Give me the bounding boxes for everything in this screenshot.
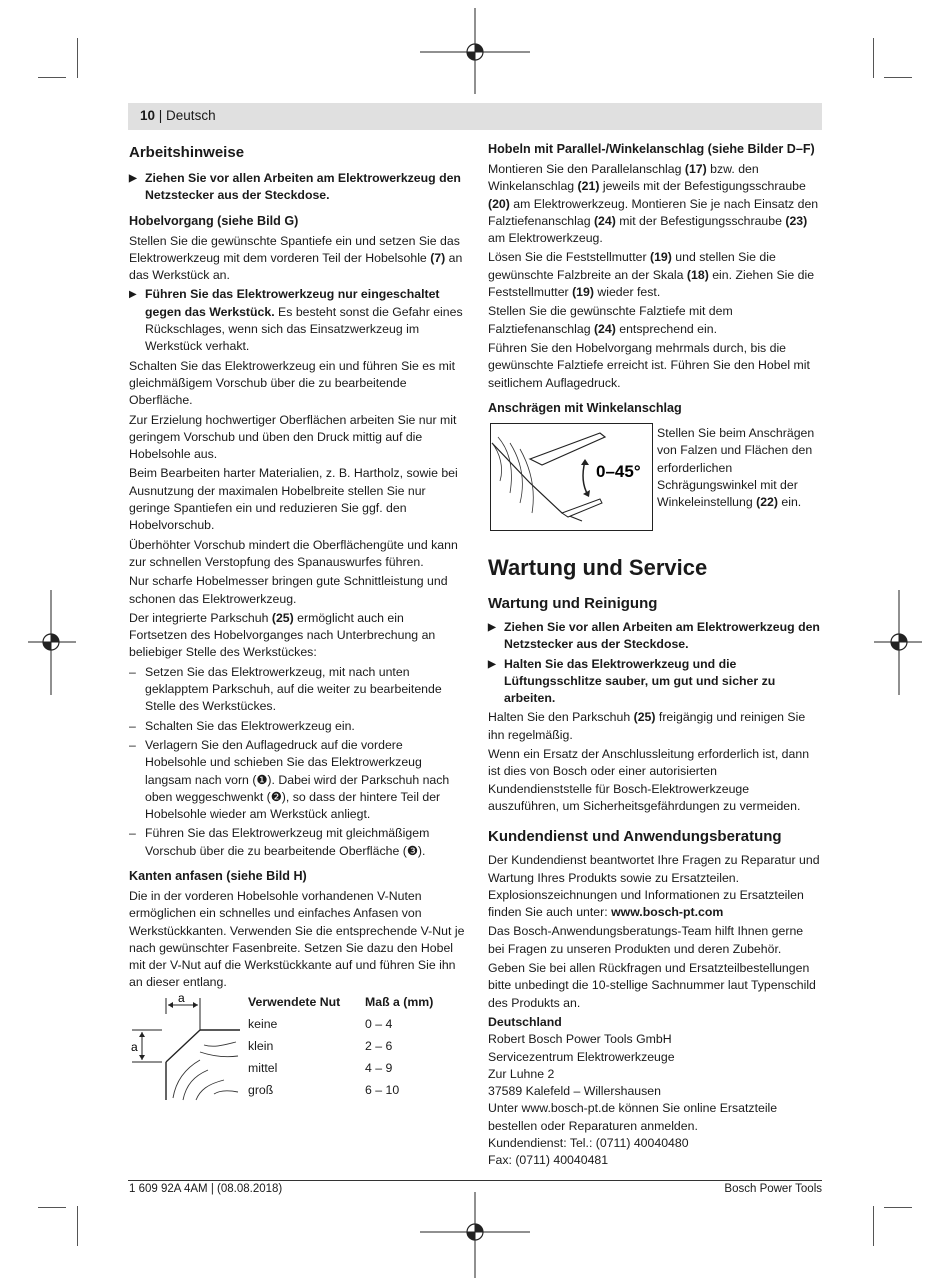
ref-number: (18) <box>686 267 709 282</box>
ref-number: (21) <box>577 179 600 194</box>
list-text: Verlagern Sie den Auflagedruck auf die vordere Hobelsohle und schieben Sie das Elektrowerkzeug langsam nach vorn (❶). Dabei wird der Parkschuh nach oben weggeschwenkt (❷), so dass der hintere Teil der Hobelsohle wieder am Werkstück anliegt. <box>145 737 450 822</box>
triangle-bullet-icon: ▶ <box>129 289 137 301</box>
right-column-bottom <box>488 554 822 1170</box>
list-text: Führen Sie das Elektrowerkzeug mit gleichmäßigem Vorschub über die zu bearbeitende Oberfläche (❸). <box>145 826 430 858</box>
crop-mark <box>38 1207 66 1208</box>
address-line: 37589 Kalefeld – Willershausen <box>488 1084 661 1099</box>
ref-number: (20) <box>488 196 510 211</box>
subsection-title: Kanten anfasen (siehe Bild H) <box>129 868 307 883</box>
section-title: Kundendienst und Anwendungsberatung <box>488 828 782 846</box>
text: Stellen Sie die gewünschte Spantiefe ein und setzen Sie das Elektrowerkzeug mit dem vorderen Teil der Hobelsohle <box>129 233 460 265</box>
warning-item <box>488 656 822 708</box>
table-cell: 0 – 4 <box>365 1017 393 1031</box>
address-line: Servicezentrum Elektrowerkzeuge <box>488 1049 675 1064</box>
registration-mark-right <box>874 590 924 695</box>
warning-item <box>129 170 465 205</box>
list-item: – Setzen Sie das Elektrowerkzeug, mit nach unten geklapptem Parkschuh, auf die weiter zu bearbeitende Stelle des Werkstückes. <box>129 664 442 714</box>
paragraph: Führen Sie den Hobelvorgang mehrmals durch, bis die gewünschte Falztiefe erreicht ist. Führen Sie den Hobel mit seitlichem Auflagedruck. <box>488 340 810 390</box>
section-title: Arbeitshinweise <box>129 144 245 161</box>
table-row <box>248 1017 468 1037</box>
crop-mark <box>873 38 874 78</box>
warning-bold: Führen Sie das Elektrowerkzeug nur eingeschaltet gegen das Werkstück. <box>145 287 440 319</box>
triangle-bullet-icon: ▶ <box>488 622 496 633</box>
chapter-title: Wartung und Service <box>488 555 708 580</box>
text: ein. Ziehen Sie die Feststellmutter <box>488 267 815 300</box>
angle-label: 0–45° <box>596 462 641 481</box>
table-cell: mittel <box>248 1061 278 1075</box>
paragraph: Überhöhter Vorschub mindert die Oberflächengüte und kann zur schnellen Verstopfung des Spanauswurfes führen. <box>129 537 458 569</box>
text: Der Kundendienst beantwortet Ihre Fragen zu Reparatur und Wartung Ihres Produkts sowie zu Ersatzteilen. Explosionszeichnungen und Informationen zu Ersatzteilen finden Sie auch unter: <box>488 853 820 920</box>
text: mit der Befestigungsschraube <box>615 213 786 228</box>
table-cell: keine <box>248 1017 278 1031</box>
ref-number: (7) <box>430 250 446 265</box>
ref-number: (19) <box>650 250 672 265</box>
table-cell: 4 – 9 <box>365 1061 393 1075</box>
text: ermöglicht auch ein Fortsetzen des Hobelvorganges nach Unterbrechung an beliebiger Stelle des Werkstückes: <box>129 610 436 660</box>
fig-label-a-side: a <box>131 1040 138 1054</box>
warning-text: Es besteht sonst die Gefahr eines Rückschlages, wenn sich das Einsatzwerkzeug im Werkstück verhakt. <box>145 304 463 354</box>
footer-doc-id: 1 609 92A 4AM | (08.08.2018) <box>129 1183 283 1195</box>
table-cell: 6 – 10 <box>365 1083 400 1097</box>
address-line: Unter www.bosch-pt.de können Sie online Ersatzteile bestellen oder Reparaturen anmelden. <box>488 1101 778 1133</box>
paragraph <box>129 610 465 662</box>
bevel-text <box>657 425 822 513</box>
text: Stellen Sie beim Anschrägen von Falzen und Flächen den erforderlichen Schrägungswinkel mit der Winkeleinstellung <box>657 426 815 510</box>
paragraph: Geben Sie bei allen Rückfragen und Ersatzteilbestellungen bitte unbedingt die 10-stellige Sachnummer laut Typenschild des Produkts an. <box>488 961 816 1010</box>
subsection-title: Hobelvorgang (siehe Bild G) <box>129 213 299 228</box>
text: wieder fest. <box>593 285 661 300</box>
registration-mark-bottom <box>420 1188 530 1278</box>
text: Der integrierte Parkschuh <box>129 610 269 625</box>
ref-number: (17) <box>684 162 707 176</box>
ref-number: (24) <box>593 321 616 336</box>
footer-divider <box>128 1180 822 1181</box>
list-item: – Führen Sie das Elektrowerkzeug mit gleichmäßigem Vorschub über die zu bearbeitende Oberfläche (❸). <box>129 826 430 858</box>
website-link[interactable]: www.bosch-pt.com <box>611 905 724 920</box>
list-text: Schalten Sie das Elektrowerkzeug ein. <box>145 718 355 733</box>
text: bzw. den Winkelanschlag <box>488 162 759 194</box>
text: am Elektrowerkzeug. Montieren Sie je nach Einsatz den Falztiefenanschlag <box>488 196 819 228</box>
text: Montieren Sie den Parallelanschlag <box>488 162 685 176</box>
table-header-cell: Maß a (mm) <box>365 995 434 1009</box>
bevel-figure <box>490 423 653 531</box>
page-number: 10 <box>140 108 156 123</box>
list-item: – Verlagern Sie den Auflagedruck auf die vordere Hobelsohle und schieben Sie das Elektrowerkzeug langsam nach vorn (❶). Dabei wird der Parkschuh nach oben weggeschwenkt (❷), so dass der hintere Teil der Hobelsohle wieder am Werkstück anliegt. <box>129 737 450 822</box>
text: Halten Sie den Parkschuh <box>488 710 634 725</box>
warning-text: Ziehen Sie vor allen Arbeiten am Elektrowerkzeug den Netzstecker aus der Steckdose. <box>145 171 461 203</box>
table-header-cell: Verwendete Nut <box>248 995 341 1009</box>
table-cell: klein <box>248 1039 274 1053</box>
triangle-bullet-icon: ▶ <box>129 173 137 184</box>
paragraph <box>488 161 822 247</box>
footer-brand: Bosch Power Tools <box>724 1183 822 1195</box>
paragraph <box>488 303 822 338</box>
table-row <box>248 1061 468 1081</box>
warning-item <box>129 286 465 355</box>
list-item: – Schalten Sie das Elektrowerkzeug ein. <box>129 718 355 733</box>
warning-text: Ziehen Sie vor allen Arbeiten am Elektrowerkzeug den Netzstecker aus der Steckdose. <box>504 620 820 652</box>
registration-mark-top <box>420 8 530 98</box>
table-cell: 2 – 6 <box>365 1039 393 1053</box>
text: entsprechend ein. <box>615 321 718 336</box>
ref-number: (24) <box>593 213 616 228</box>
text: freigängig und reinigen Sie ihn regelmäßig. <box>488 710 806 742</box>
address-line: Zur Luhne 2 <box>488 1066 555 1081</box>
paragraph <box>488 852 822 921</box>
subsection-title: Anschrägen mit Winkelanschlag <box>488 400 682 415</box>
table-row <box>248 1039 468 1059</box>
fig-label-a-top: a <box>178 991 185 1005</box>
ref-number: (19) <box>572 285 594 300</box>
address-line: Robert Bosch Power Tools GmbH <box>488 1032 672 1047</box>
paragraph: Nur scharfe Hobelmesser bringen gute Schnittleistung und schonen das Elektrowerkzeug. <box>129 574 448 606</box>
crop-mark <box>77 1206 78 1246</box>
paragraph: Die in der vorderen Hobelsohle vorhandenen V-Nuten ermöglichen ein schnelles und einfaches Anfasen von Werkstückkanten. Verwenden Sie die entsprechende V-Nut je nach gewünschter Fasenbreite. Setzen Sie dazu den Hobel mit der V-Nut auf die Werkstückkante auf und führen Sie ihn an dieser entlang. <box>129 888 465 990</box>
left-column <box>129 143 465 994</box>
paragraph <box>657 425 822 511</box>
text: ein. <box>777 495 802 510</box>
text: am Elektrowerkzeug. <box>488 231 603 246</box>
table-cell: groß <box>248 1083 274 1097</box>
text: Lösen Sie die Feststellmutter <box>488 250 650 265</box>
page-label: 10 | Deutsch <box>140 108 216 123</box>
warning-text: Halten Sie das Elektrowerkzeug und die Lüftungsschlitze sauber, um gut und sicher zu arbeiten. <box>504 656 776 706</box>
ref-number: (22) <box>756 495 778 510</box>
paragraph: Das Bosch-Anwendungsberatungs-Team hilft Ihnen gerne bei Fragen zu unseren Produkten und deren Zubehör. <box>488 924 804 956</box>
language-label: Deutsch <box>166 108 216 123</box>
ref-number: (23) <box>785 213 808 228</box>
paragraph <box>488 249 822 301</box>
crop-mark <box>884 1207 912 1208</box>
ref-number: (25) <box>271 610 294 625</box>
address-line: Fax: (0711) 40040481 <box>488 1153 609 1168</box>
crop-mark <box>38 77 66 78</box>
table-row <box>248 1083 468 1103</box>
section-title: Wartung und Reinigung <box>488 595 658 612</box>
paragraph: Beim Bearbeiten harter Materialien, z. B. Hartholz, sowie bei Ausnutzung der maximalen Hobelbreite stellen Sie nur geringe Spantiefen ein und reduzieren Sie ggf. den Hobelvorschub. <box>129 466 458 533</box>
text: an das Werkstück an. <box>129 250 463 283</box>
text: jeweils mit der Befestigungsschraube <box>599 179 806 194</box>
paragraph <box>129 233 465 285</box>
text: Stellen Sie die gewünschte Falztiefe mit dem Falztiefenanschlag <box>488 304 733 336</box>
table-header <box>248 995 468 1015</box>
paragraph: Zur Erzielung hochwertiger Oberflächen arbeiten Sie nur mit geringem Vorschub und üben den Druck mittig auf die Hobelsohle aus. <box>129 412 457 462</box>
groove-table <box>248 995 478 1105</box>
triangle-bullet-icon: ▶ <box>488 658 496 670</box>
text: und stellen Sie die gewünschte Falzbreite an der Skala <box>488 250 776 282</box>
page-header <box>128 103 822 130</box>
paragraph: Schalten Sie das Elektrowerkzeug ein und führen Sie es mit gleichmäßigem Vorschub über die zu bearbeitende Oberfläche. <box>129 358 456 408</box>
crop-mark <box>884 77 912 78</box>
ref-number: (25) <box>633 710 656 725</box>
paragraph: Wenn ein Ersatz der Anschlussleitung erforderlich ist, dann ist dies von Bosch oder einer autorisierten Kundendienststelle für Bosch-Elektrowerkzeuge auszuführen, um Sicherheitsgefährdungen zu vermeiden. <box>488 747 810 813</box>
paragraph <box>488 709 822 744</box>
chamfer-figure <box>128 990 240 1102</box>
warning-item <box>488 619 822 654</box>
address-line: Kundendienst: Tel.: (0711) 40040480 <box>488 1136 689 1151</box>
crop-mark <box>873 1206 874 1246</box>
registration-mark-left <box>26 590 76 695</box>
list-text: Setzen Sie das Elektrowerkzeug, mit nach unten geklapptem Parkschuh, auf die weiter zu bearbeitende Stelle des Werkstückes. <box>145 664 442 714</box>
subsection-title: Hobeln mit Parallel-/Winkelanschlag (siehe Bilder D–F) <box>488 142 815 156</box>
crop-mark <box>77 38 78 78</box>
right-column-top <box>488 141 822 420</box>
country-heading: Deutschland <box>488 1014 562 1029</box>
